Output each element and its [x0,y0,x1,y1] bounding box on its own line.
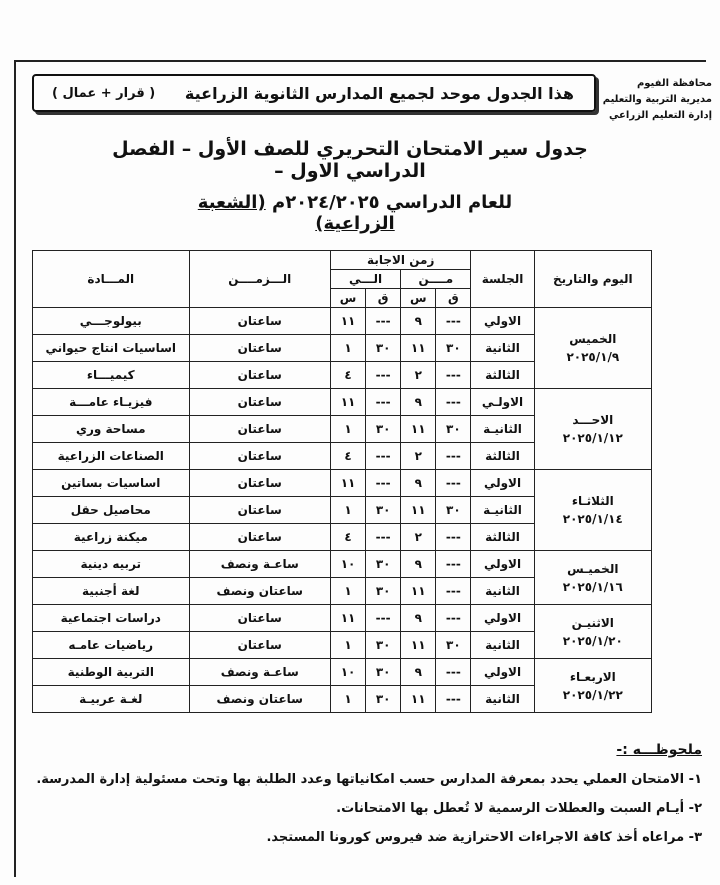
session-cell: الاولي [471,605,534,632]
from-minutes-cell: --- [436,578,471,605]
to-minutes-cell: ٣٠ [366,632,401,659]
session-cell: الثانية [471,578,534,605]
day-date-cell [534,551,651,605]
day-name: الاربعـاء [569,669,616,684]
header-from: مــــن [401,270,471,289]
from-hour-cell: ٢ [401,443,436,470]
from-hour-cell: ٩ [401,308,436,335]
session-cell: الاولي [471,551,534,578]
to-minutes-cell: --- [366,362,401,389]
schedule-body [33,308,652,713]
from-minutes-cell: ٣٠ [436,416,471,443]
from-minutes-cell: --- [436,362,471,389]
table-row [33,308,652,335]
from-minutes-cell: ٣٠ [436,632,471,659]
subject-cell: لغـة عربيـة [33,686,190,713]
to-hour-cell: ٤ [330,362,365,389]
exam-date: ٢٠٢٥/١/١٤ [562,512,623,526]
from-hour-cell: ٩ [401,605,436,632]
table-row [33,389,652,416]
from-minutes-cell: --- [436,470,471,497]
subject-cell: التربية الوطنية [33,659,190,686]
table-row [33,659,652,686]
header-duration: الـــزمــــن [189,251,330,308]
duration-cell: ساعتان ونصف [189,686,330,713]
day-name: الثلاثـاء [571,494,614,508]
subject-cell: دراسات اجتماعية [33,605,190,632]
to-hour-cell: ١٠ [330,551,365,578]
to-hour-cell: ١ [330,632,365,659]
subject-cell: كيميـــاء [33,362,190,389]
duration-cell: ساعـة ونصف [189,659,330,686]
table-row [33,551,652,578]
to-minutes-cell: ٣٠ [366,551,401,578]
session-cell: الثالثة [471,362,534,389]
day-name: الخميس [569,332,617,346]
to-hour-cell: ١ [330,335,365,362]
to-hour-cell: ١ [330,578,365,605]
subject-cell: مساحة وري [33,416,190,443]
session-cell: الثالثة [471,524,534,551]
duration-cell: ساعتان [189,335,330,362]
from-hour-cell: ٩ [401,551,436,578]
note-item: ٣- مراعاه أخذ كافة الاجراءات الاحترازية ضد فيروس كورونا المستجد. [266,830,702,845]
day-name: الخميـس [567,561,619,576]
duration-cell: ساعتان [189,497,330,524]
header-to: الـــي [330,270,400,289]
day-date-cell [534,470,651,551]
notes-section [12,736,702,852]
to-minutes-cell: --- [366,443,401,470]
session-cell: الثانيـة [471,416,534,443]
to-hour-cell: ١ [330,497,365,524]
to-minutes-cell: ٣٠ [366,497,401,524]
table-row [33,605,652,632]
to-hour-cell: ٤ [330,443,365,470]
header-answer-time: زمن الاجابة [330,251,470,270]
from-minutes-cell: --- [436,524,471,551]
table-row [33,470,652,497]
to-minutes-cell: --- [366,470,401,497]
from-hour-cell: ٩ [401,389,436,416]
to-hour-cell: ١١ [330,308,365,335]
to-hour-cell: ١١ [330,605,365,632]
day-date-cell [534,659,651,713]
day-date-cell [534,308,651,389]
duration-cell: ساعتان [189,308,330,335]
ministry-header [602,76,712,124]
day-date-cell [534,605,651,659]
from-hour-cell: ١١ [401,578,436,605]
from-hour-cell: ١١ [401,686,436,713]
session-cell: الاولـي [471,389,534,416]
governorate-line: محافظة الفيوم [636,78,712,89]
day-name: الاثنيـن [571,615,614,630]
header-day: اليوم والتاريخ [534,251,651,308]
duration-cell: ساعـة ونصف [189,551,330,578]
duration-cell: ساعتان [189,605,330,632]
subject-cell: محاصيل حقل [33,497,190,524]
to-hour-cell: ١ [330,686,365,713]
session-cell: الاولي [471,470,534,497]
day-date-cell [534,389,651,470]
duration-cell: ساعتان [189,632,330,659]
session-cell: الثانية [471,632,534,659]
header-from-s: س [401,289,436,308]
from-hour-cell: ١١ [401,497,436,524]
session-cell: الثالثة [471,443,534,470]
from-minutes-cell: --- [436,605,471,632]
day-name: الاحـــد [572,413,614,427]
from-minutes-cell: --- [436,443,471,470]
from-hour-cell: ٢ [401,524,436,551]
to-hour-cell: ١ [330,416,365,443]
subject-cell: رياضيات عامـه [33,632,190,659]
exam-date: ٢٠٢٥/١/١٦ [562,579,623,594]
notes-heading: ملحوظـــه :- [616,742,702,758]
banner-title: هذا الجدول موحد لجميع المدارس الثانوية الزراعية [184,83,574,103]
from-minutes-cell: --- [436,686,471,713]
to-minutes-cell: --- [366,605,401,632]
to-hour-cell: ٤ [330,524,365,551]
duration-cell: ساعتان [189,362,330,389]
duration-cell: ساعتان [189,416,330,443]
from-minutes-cell: ٣٠ [436,497,471,524]
duration-cell: ساعتان ونصف [189,578,330,605]
to-minutes-cell: ٣٠ [366,659,401,686]
note-item: ٢- أيـام السبت والعطلات الرسمية لا تُعطل بها الامتحانات. [336,801,702,816]
subject-cell: بيولوجـــي [33,308,190,335]
from-minutes-cell: --- [436,659,471,686]
duration-cell: ساعتان [189,470,330,497]
session-cell: الثانية [471,686,534,713]
from-minutes-cell: --- [436,551,471,578]
exam-date: ٢٠٢٥/١/٢٠ [562,633,623,648]
from-hour-cell: ٢ [401,362,436,389]
to-minutes-cell: --- [366,524,401,551]
subject-cell: اساسيات بساتين [33,470,190,497]
subject-cell: تربيه دينية [33,551,190,578]
to-hour-cell: ١١ [330,389,365,416]
section-name: (الشعبة الزراعية) [197,192,395,234]
session-cell: الاولي [471,308,534,335]
header-to-s: س [330,289,365,308]
header-to-q: ق [366,289,401,308]
to-hour-cell: ١٠ [330,659,365,686]
academic-year-title [160,192,550,234]
header-from-q: ق [436,289,471,308]
session-cell: الاولي [471,659,534,686]
subject-cell: الصناعات الزراعية [33,443,190,470]
from-minutes-cell: ٣٠ [436,335,471,362]
to-minutes-cell: --- [366,308,401,335]
header-session: الجلسة [471,251,534,308]
exam-schedule-table [32,250,652,713]
subject-cell: اساسيات انتاج حيواني [33,335,190,362]
academic-year: للعام الدراسي ٢٠٢٤/٢٠٢٥م [271,192,513,213]
unified-schedule-banner [32,74,596,112]
duration-cell: ساعتان [189,524,330,551]
from-minutes-cell: --- [436,308,471,335]
to-minutes-cell: ٣٠ [366,578,401,605]
exam-date: ٢٠٢٥/١/٩ [566,350,620,364]
to-minutes-cell: ٣٠ [366,686,401,713]
to-hour-cell: ١١ [330,470,365,497]
administration-line: إدارة التعليم الزراعي [608,110,712,121]
duration-cell: ساعتان [189,443,330,470]
subject-cell: ميكنة زراعية [33,524,190,551]
subject-cell: فيزيـاء عامـــة [33,389,190,416]
from-minutes-cell: --- [436,389,471,416]
from-hour-cell: ١١ [401,416,436,443]
from-hour-cell: ١١ [401,335,436,362]
to-minutes-cell: ٣٠ [366,416,401,443]
schedule-title: جدول سير الامتحان التحريري للصف الأول – الفصل الدراسي الاول – [112,138,588,182]
to-minutes-cell: --- [366,389,401,416]
banner-tag: ( قرار + عمال ) [52,85,156,101]
from-hour-cell: ٩ [401,659,436,686]
exam-date: ٢٠٢٥/١/١٢ [562,431,623,445]
duration-cell: ساعتان [189,389,330,416]
from-hour-cell: ٩ [401,470,436,497]
from-hour-cell: ١١ [401,632,436,659]
header-subject: المـــادة [33,251,190,308]
session-cell: الثانيـة [471,497,534,524]
directorate-line: مديرية التربية والتعليم [602,94,712,105]
note-item: ١- الامتحان العملي يحدد بمعرفة المدارس حسب امكانياتها وعدد الطلبة بها وتحت مسئولية إدارة المدرسة. [36,772,702,787]
to-minutes-cell: ٣٠ [366,335,401,362]
session-cell: الثانية [471,335,534,362]
exam-date: ٢٠٢٥/١/٢٢ [562,687,623,702]
subject-cell: لغة أجنبية [33,578,190,605]
